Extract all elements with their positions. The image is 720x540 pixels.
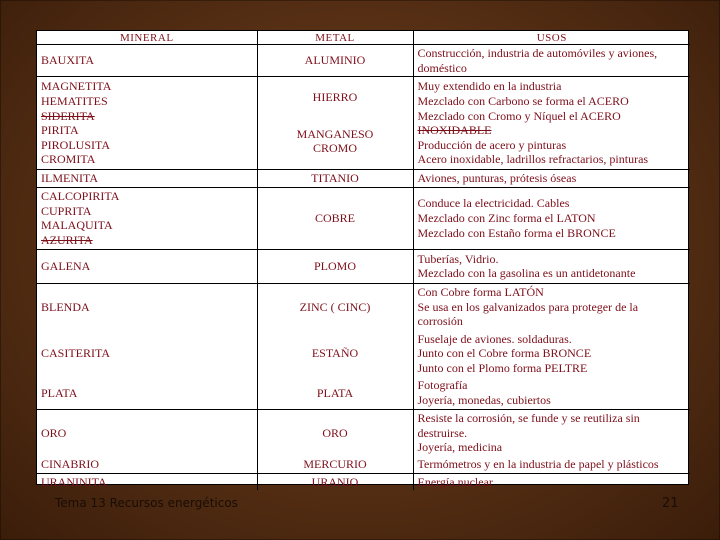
- mineral-name: ORO: [41, 425, 67, 440]
- use-line: Acero inoxidable, ladrillos refractarios, pinturas: [417, 152, 649, 167]
- minerals-table-grid: [37, 31, 690, 490]
- mineral-name: CALCOPIRITA: [41, 189, 120, 204]
- uses-cell: [413, 456, 690, 473]
- use-line: INOXIDABLE: [417, 123, 492, 138]
- metal-cell: [257, 187, 413, 249]
- metal-name: ESTAÑO: [311, 346, 359, 361]
- footer-title: Tema 13 Recursos energéticos: [55, 496, 238, 510]
- uses-cell: [413, 249, 690, 283]
- metal-name: ALUMINIO: [304, 53, 366, 68]
- mineral-name: PIROLUSITA: [41, 137, 111, 152]
- metal-cell: [257, 330, 413, 377]
- table-row: [37, 377, 690, 409]
- table-row: [37, 249, 690, 283]
- metal-name: URANIO: [311, 474, 359, 489]
- metal-cell: [257, 473, 413, 490]
- use-line: Aviones, punturas, prótesis óseas: [417, 171, 577, 186]
- mineral-cell: [37, 170, 257, 188]
- use-line: Conduce la electricidad. Cables: [417, 196, 570, 211]
- metal-name: PLATA: [316, 385, 354, 400]
- mineral-cell: [37, 377, 257, 409]
- mineral-name: CROMITA: [41, 152, 96, 167]
- metal-cell: [257, 77, 413, 170]
- metal-cell: [257, 456, 413, 473]
- mineral-name: ILMENITA: [41, 171, 99, 186]
- header-usos: USOS: [413, 31, 690, 45]
- table-row: [37, 45, 690, 77]
- page-number: 21: [662, 496, 679, 511]
- mineral-name: PIRITA: [41, 123, 79, 138]
- mineral-name: BLENDA: [41, 299, 90, 314]
- use-line: Resiste la corrosión, se funde y se reutiliza sin: [417, 411, 640, 426]
- uses-cell: [413, 473, 690, 490]
- table-row: [37, 473, 690, 490]
- use-line: doméstico: [417, 60, 467, 75]
- mineral-name: MALAQUITA: [41, 218, 113, 233]
- table-row: [37, 330, 690, 377]
- use-line: Energía nuclear: [417, 474, 493, 489]
- mineral-name: CINABRIO: [41, 457, 100, 472]
- mineral-name: MAGNETITA: [41, 79, 112, 94]
- uses-cell: [413, 409, 690, 456]
- metal-cell: [257, 377, 413, 409]
- table-row: [37, 409, 690, 456]
- mineral-cell: [37, 77, 257, 170]
- metal-name: PLOMO: [313, 258, 356, 273]
- table-row: [37, 77, 690, 170]
- metal-name: HIERRO: [312, 90, 358, 105]
- metal-cell: [257, 283, 413, 330]
- use-line: Mezclado con la gasolina es un antidetonante: [417, 266, 636, 281]
- mineral-cell: [37, 187, 257, 249]
- use-line: Mezclado con Cromo y Níquel el ACERO: [417, 108, 621, 123]
- mineral-name: BAUXITA: [41, 53, 95, 68]
- use-line: Junto con el Cobre forma BRONCE: [417, 346, 592, 361]
- mineral-cell: [37, 456, 257, 473]
- use-line: Construcción, industria de automóviles y aviones,: [417, 46, 658, 60]
- minerals-table: [36, 30, 689, 489]
- use-line: Joyería, monedas, cubiertos: [417, 393, 551, 408]
- metal-cell: [257, 45, 413, 77]
- uses-cell: [413, 77, 690, 170]
- table-row: [37, 170, 690, 188]
- use-line: Joyería, medicina: [417, 440, 503, 455]
- uses-cell: [413, 283, 690, 330]
- mineral-cell: [37, 283, 257, 330]
- metal-name: ZINC ( CINC): [299, 299, 371, 314]
- use-line: destruirse.: [417, 425, 468, 440]
- mineral-cell: [37, 330, 257, 377]
- mineral-name: AZURITA: [41, 232, 93, 247]
- table-row: [37, 187, 690, 249]
- uses-cell: [413, 330, 690, 377]
- use-line: Producción de acero y pinturas: [417, 137, 567, 152]
- mineral-cell: [37, 473, 257, 490]
- use-line: Mezclado con Carbono se forma el ACERO: [417, 94, 629, 108]
- metal-cell: [257, 409, 413, 456]
- mineral-name: CASITERITA: [41, 346, 111, 361]
- uses-cell: [413, 187, 690, 249]
- metal-cell: [257, 249, 413, 283]
- mineral-name: PLATA: [41, 385, 78, 400]
- uses-cell: [413, 377, 690, 409]
- use-line: Termómetros y en la industria de papel y plásticos: [417, 457, 659, 472]
- mineral-name: SIDERITA: [41, 108, 95, 123]
- use-line: corrosión: [417, 314, 463, 329]
- table-row: [37, 456, 690, 473]
- metal-name: TITANIO: [311, 171, 359, 186]
- mineral-cell: [37, 249, 257, 283]
- use-line: Mezclado con Zinc forma el LATON: [417, 210, 596, 225]
- mineral-name: HEMATITES: [41, 94, 108, 108]
- use-line: Fotografía: [417, 378, 468, 393]
- use-line: Muy extendido en la industria: [417, 79, 562, 94]
- mineral-name: CUPRITA: [41, 203, 92, 218]
- mineral-name: URANINITA: [41, 474, 107, 489]
- table-header-row: [37, 31, 690, 45]
- metal-name: COBRE: [314, 210, 355, 225]
- metal-cell: [257, 170, 413, 188]
- use-line: Se usa en los galvanizados para proteger de la: [417, 299, 639, 314]
- use-line: Fuselaje de aviones. soldaduras.: [417, 331, 572, 346]
- header-metal: METAL: [257, 31, 413, 45]
- metal-name: CROMO: [312, 141, 357, 156]
- use-line: Junto con el Plomo forma PELTRE: [417, 361, 588, 376]
- use-line: Con Cobre forma LATÓN: [417, 285, 544, 300]
- metal-name: MERCURIO: [303, 457, 367, 472]
- mineral-cell: [37, 409, 257, 456]
- uses-cell: [413, 45, 690, 77]
- metal-name: ORO: [322, 425, 348, 440]
- mineral-name: GALENA: [41, 258, 91, 273]
- metal-name: MANGANESO: [296, 126, 374, 141]
- header-mineral: MINERAL: [37, 31, 257, 45]
- use-line: Tuberías, Vidrio.: [417, 251, 499, 266]
- use-line: Mezclado con Estaño forma el BRONCE: [417, 225, 616, 240]
- mineral-cell: [37, 45, 257, 77]
- table-row: [37, 283, 690, 330]
- uses-cell: [413, 170, 690, 188]
